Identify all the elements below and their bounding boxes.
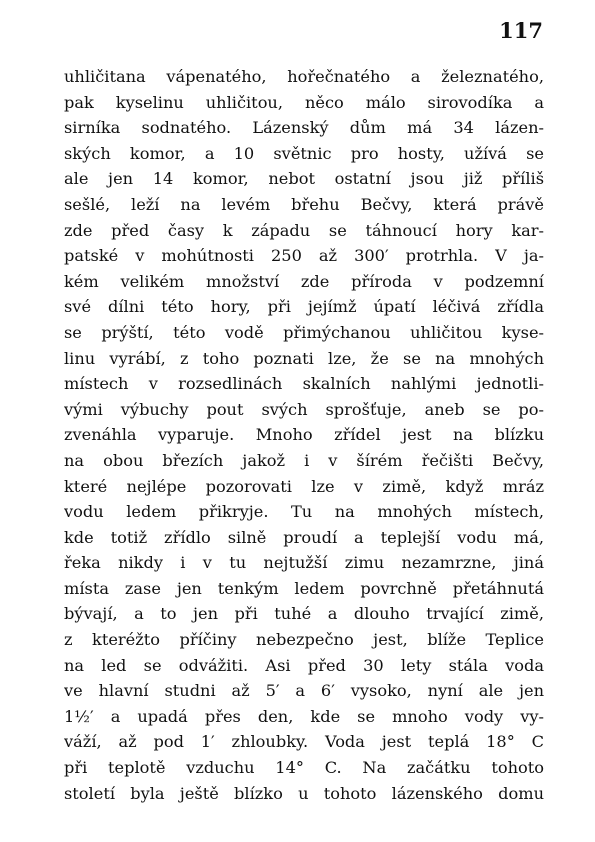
text-line: zvenáhla vyparuje. Mnoho zřídel jest na blízku bbox=[64, 425, 544, 445]
text-line: 1½′ a upadá přes den, kde se mnoho vody vy- bbox=[64, 706, 544, 726]
text-line: z kteréžto příčiny nebezpečno jest, blíže Teplice bbox=[64, 630, 544, 650]
text-line: řeka nikdy i v tu nejtužší zimu nezamrzne, jiná bbox=[64, 553, 544, 573]
text-line: své dílni této hory, při jejímž úpatí léčivá zřídla bbox=[64, 297, 544, 317]
text-line: místech v rozsedlinách skalních nahlými jednotli- bbox=[64, 374, 544, 394]
text-line: vými výbuchy pout svých sprošťuje, aneb se po- bbox=[64, 399, 544, 419]
text-line: se prýští, této vodě přimýchanou uhličitou kyse- bbox=[64, 322, 544, 342]
text-line: zde před časy k západu se táhnoucí hory kar- bbox=[64, 220, 544, 240]
text-line: místa zase jen tenkým ledem povrchně přetáhnutá bbox=[64, 578, 544, 598]
text-line: sešlé, leží na levém břehu Bečvy, která právě bbox=[64, 194, 544, 214]
text-line: kém velikém množství zde příroda v podzemní bbox=[64, 271, 544, 291]
text-line: váží, až pod 1′ zhloubky. Voda jest teplá 18° C bbox=[64, 732, 544, 752]
text-line: pak kyselinu uhličitou, něco málo sirovodíka a bbox=[64, 92, 544, 112]
text-line: ve hlavní studni až 5′ a 6′ vysoko, nyní ale jen bbox=[64, 681, 544, 701]
text-line: uhličitana vápenatého, hořečnatého a železnatého, bbox=[64, 67, 544, 86]
text-line: na obou březích jakož i v šírém řečišti Bečvy, bbox=[64, 450, 544, 470]
text-line: patské v mohútnosti 250 až 300′ protrhla. V ja- bbox=[64, 246, 544, 266]
text-line: ale jen 14 komor, nebot ostatní jsou již příliš bbox=[64, 169, 544, 189]
text-line: při teplotě vzduchu 14° C. Na začátku tohoto bbox=[64, 758, 544, 778]
text-line: ských komor, a 10 světnic pro hosty, užívá se bbox=[64, 143, 544, 163]
body-text bbox=[64, 64, 544, 806]
text-line: vodu ledem přikryje. Tu na mnohých místech, bbox=[64, 502, 544, 522]
text-line: na led se odvážiti. Asi před 30 lety stála voda bbox=[64, 655, 544, 675]
text-line: století byla ještě blízko u tohoto lázenského domu bbox=[64, 783, 544, 803]
page-number: 117 bbox=[499, 18, 543, 43]
text-line: sirníka sodnatého. Lázenský dům má 34 lázen- bbox=[64, 118, 544, 138]
text-line: bývají, a to jen při tuhé a dlouho trvající zimě, bbox=[64, 604, 544, 624]
text-line: kde totiž zřídlo silně proudí a teplejší vodu má, bbox=[64, 527, 544, 547]
text-line: linu vyrábí, z toho poznati lze, že se na mnohých bbox=[64, 348, 544, 368]
text-line: které nejlépe pozorovati lze v zimě, když mráz bbox=[64, 476, 544, 496]
